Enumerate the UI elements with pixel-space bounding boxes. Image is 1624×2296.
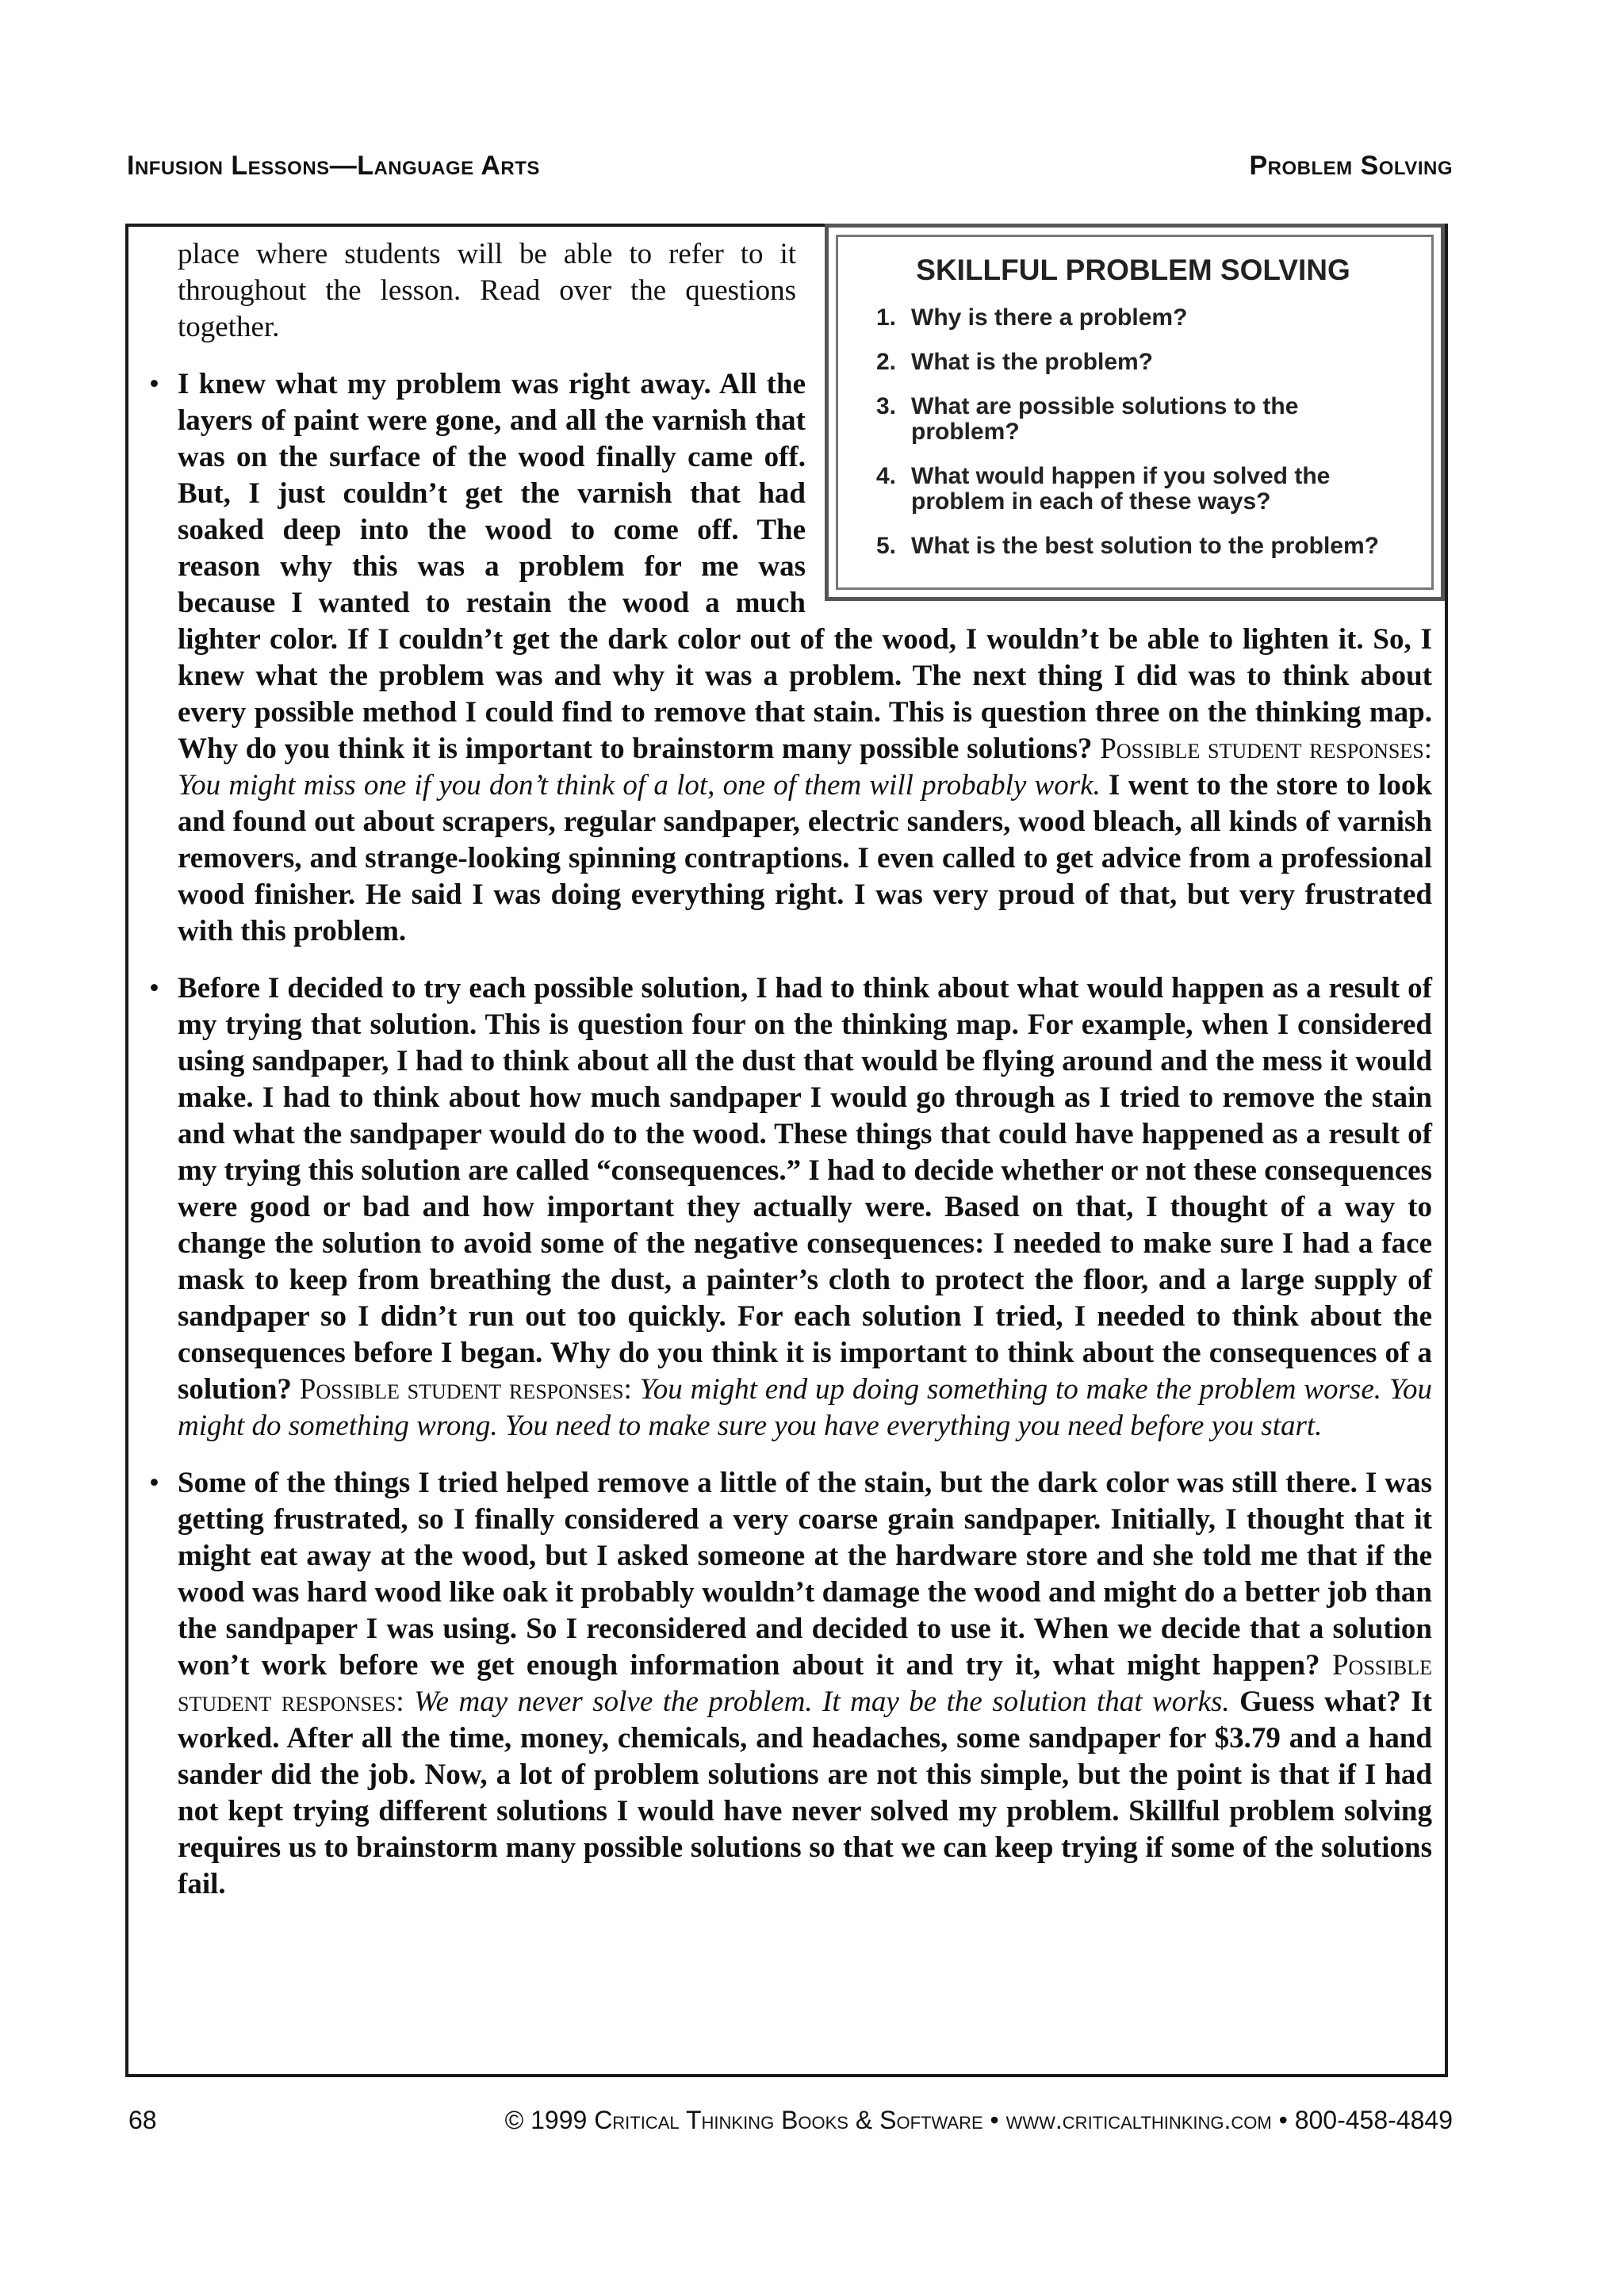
bullet-paragraph-3 — [149, 1465, 1433, 1903]
question-text: What would happen if you solved the problem in each of these ways? — [911, 463, 1331, 515]
responses-label: Possible student responses: — [178, 1649, 1433, 1718]
question-text: What are possible solutions to the problem? — [911, 393, 1299, 445]
running-header — [127, 151, 1453, 190]
bullet-marker: • — [149, 972, 159, 1004]
question-number: 3. — [876, 393, 897, 419]
copyright-line: © 1999 Critical Thinking Books & Software • www.criticalthinking.com • 800-458-4849 — [504, 2106, 1453, 2134]
question-text: What is the problem? — [911, 349, 1154, 375]
bullet-marker: • — [149, 368, 159, 400]
bullet-paragraph-2 — [149, 970, 1433, 1445]
intro-paragraph: place where students will be able to refer to it throughout the lesson. Read over the questions together. — [178, 238, 796, 343]
bullet-3-text: Some of the things I tried helped remove a little of the stain, but the dark color was still there. I was getting frustrated, so I finally considered a very coarse grain sandpaper. Initially, I thought that it might eat away at the wood, but I asked someone at the hardware store and she told me that if the wood was hard wood like oak it probably wouldn’t damage the wood and might do a better job than the sandpaper I was using. So I reconsidered and decided to use it. When we decide that a solution won’t work before we get enough information about it and try it, what might happen? — [178, 1467, 1432, 1682]
bullet-3-text-cont: Guess what? It worked. After all the time, money, chemicals, and headaches, some sandpaper for $3.79 and a hand sander did the job. Now, a lot of problem solutions are not this simple, but the point is that if I had not kept trying different solutions I would have never solved my problem. Skillful problem solving requires us to brainstorm many possible solutions so that we can keep trying if some of the solutions fail. — [178, 1686, 1432, 1900]
student-response: We may never solve the problem. It may be the solution that works. — [414, 1686, 1230, 1718]
question-text: Why is there a problem? — [911, 304, 1188, 331]
header-topic: Problem Solving — [1249, 151, 1453, 181]
question-number: 5. — [876, 533, 897, 559]
question-number: 4. — [876, 463, 897, 489]
page-number: 68 — [128, 2106, 157, 2134]
student-response: You might miss one if you don’t think of a lot, one of them will probably work. — [178, 769, 1101, 802]
question-text: What is the best solution to the problem? — [911, 533, 1379, 559]
question-number: 2. — [876, 349, 897, 375]
question-number: 1. — [876, 304, 897, 331]
responses-label: Possible student responses: — [299, 1373, 632, 1406]
lesson-content — [149, 236, 1433, 1903]
header-section-title: Infusion Lessons—Language Arts — [127, 151, 540, 181]
student-response: You might end up doing something to make the problem worse. You might do something wrong. You need to make sure you have everything you need before you start. — [178, 1373, 1433, 1442]
responses-label: Possible student responses: — [1100, 733, 1432, 765]
box-title: SKILLFUL PROBLEM SOLVING — [916, 254, 1350, 286]
bullet-marker: • — [149, 1467, 159, 1499]
bullet-2-text: Before I decided to try each possible solution, I had to think about what would happen as a result of my trying that solution. This is question four on the thinking map. For example, when I considered using sandpaper, I had to think about all the dust that would be flying around and the mess it would make. I had to think about how much sandpaper I would go through as I tried to remove the stain and what the sandpaper would do to the wood. These things that could have happened as a result of my trying this solution are called “consequences.” I had to decide whether or not these consequences were good or bad and how important they actually were. Based on that, I thought of a way to change the solution to avoid some of the negative consequences: I needed to make sure I had a face mask to keep from breathing the dust, a painter’s cloth to protect the floor, and a large supply of sandpaper so I didn’t run out too quickly. For each solution I tried, I needed to think about the consequences before I began. Why do you think it is important to think about the consequences of a solution? — [178, 972, 1432, 1406]
bullet-paragraph-1 — [149, 366, 1432, 950]
question-item — [876, 305, 1406, 331]
bullet-1-text-cont: I went to the store to look and found out about scrapers, regular sandpaper, electric sanders, wood bleach, all kinds of varnish removers, and strange-looking spinning contraptions. I even called to get advice from a professional wood finisher. He said I was doing everything right. I was very proud of that, but very frustrated with this problem. — [178, 769, 1432, 947]
bullet-1-text: I knew what my problem was right away. All the layers of paint were gone, and all the varnish that was on the surface of the wood finally came off. But, I just couldn’t get the varnish that had soaked deep into the wood to come off. The reason why this was a problem for me was because I wanted to restain the wood a much lighter color. If I couldn’t get the dark color out of the wood, I wouldn’t be able to lighten it. So, I knew what the problem was and why it was a problem. The next thing I did was to think about every possible method I could find to remove that stain. This is question three on the thinking map. Why do you think it is important to brainstorm many possible solutions? — [178, 368, 1432, 765]
